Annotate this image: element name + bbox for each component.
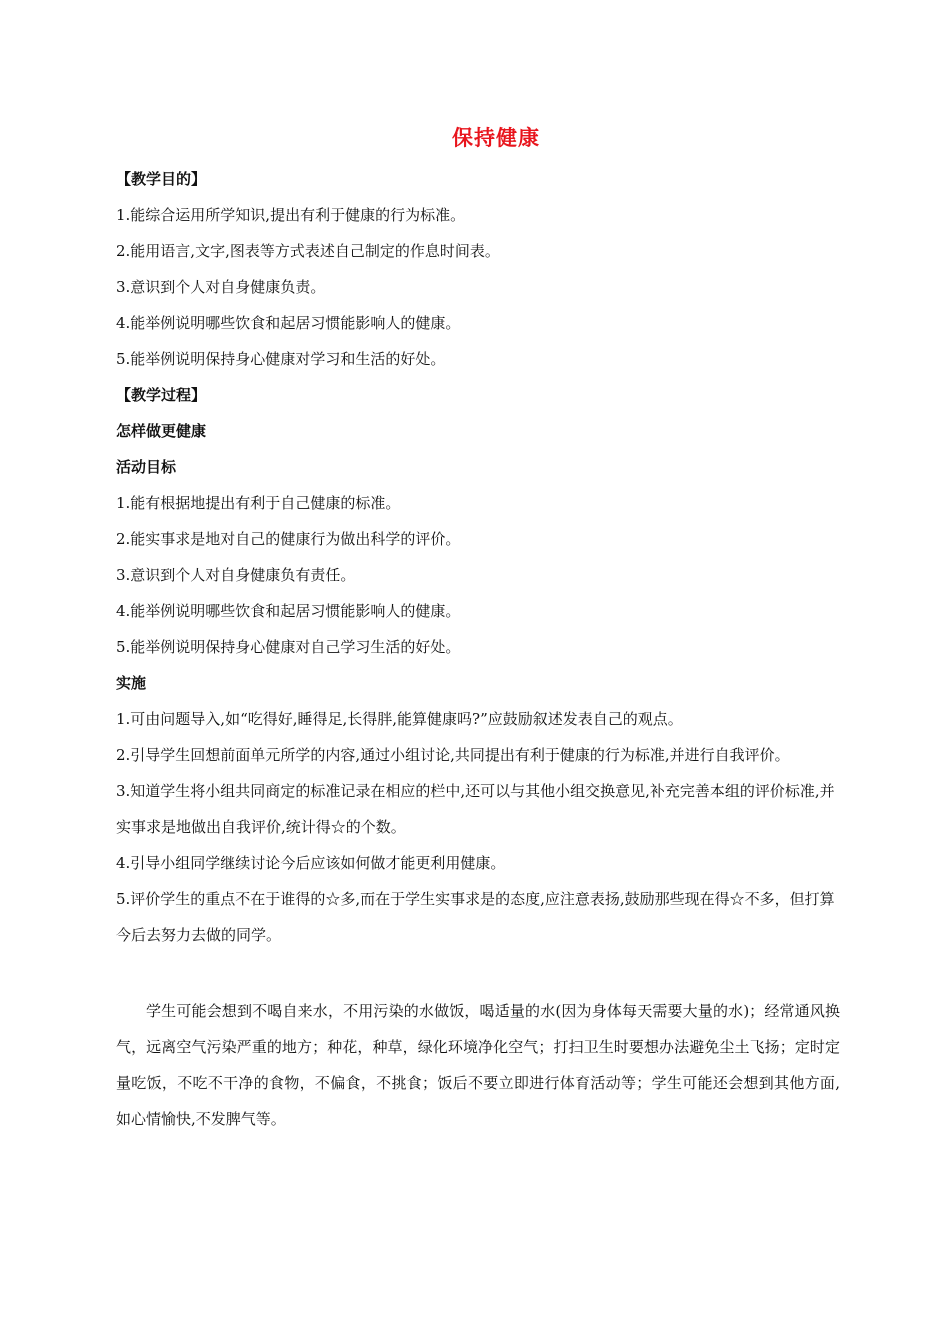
goal-item: 4.能举例说明哪些饮食和起居习惯能影响人的健康。 [116,314,461,332]
closing-paragraph: 学生可能会想到不喝自来水，不用污染的水做饭，喝适量的水(因为身体每天需要大量的水)；经常通风换气，远离空气污染严重的地方；种花，种草，绿化环境净化空气；打扫卫生时要想办法避免尘土飞扬；定时定量吃饭，不吃不干净的食物，不偏食，不挑食；饭后不要立即进行体育活动等；学生可能还会想到其他方面,如心情愉快,不发脾气等。 [116,1002,840,1128]
step-item: 1.可由问题导入,如“吃得好,睡得足,长得胖,能算健康吗?”应鼓励叙述发表自己的观点。 [116,710,683,728]
activity-goal-item: 3.意识到个人对自身健康负有责任。 [116,566,356,584]
goal-item: 3.意识到个人对自身健康负责。 [116,278,326,296]
goal-item: 1.能综合运用所学知识,提出有利于健康的行为标准。 [116,206,466,224]
step-item: 2.引导学生回想前面单元所学的内容,通过小组讨论,共同提出有利于健康的行为标准,并进行自我评价。 [116,746,790,764]
step-item: 5.评价学生的重点不在于谁得的☆多,而在于学生实事求是的态度,应注意表扬,鼓励那些现在得☆不多，但打算今后去努力去做的同学。 [116,890,835,944]
goals-heading: 【教学目的】 [116,170,207,188]
subheading-activity-goals: 活动目标 [116,458,177,476]
activity-goal-item: 5.能举例说明保持身心健康对自己学习生活的好处。 [116,638,461,656]
implement-heading: 实施 [116,674,147,692]
document-title: 保持健康 [452,126,540,150]
step-item: 3.知道学生将小组共同商定的标准记录在相应的栏中,还可以与其他小组交换意见,补充完善本组的评价标准,并实事求是地做出自我评价,统计得☆的个数。 [116,782,835,836]
step-item: 4.引导小组同学继续讨论今后应该如何做才能更利用健康。 [116,854,506,872]
activity-goal-item: 2.能实事求是地对自己的健康行为做出科学的评价。 [116,530,461,548]
goal-item: 2.能用语言,文字,图表等方式表述自己制定的作息时间表。 [116,242,500,260]
activity-goal-item: 4.能举例说明哪些饮食和起居习惯能影响人的健康。 [116,602,461,620]
goal-item: 5.能举例说明保持身心健康对学习和生活的好处。 [116,350,446,368]
subheading-how-healthier: 怎样做更健康 [116,422,207,440]
document-body [116,161,840,1137]
activity-goal-item: 1.能有根据地提出有利于自己健康的标准。 [116,494,401,512]
process-heading: 【教学过程】 [116,386,207,404]
